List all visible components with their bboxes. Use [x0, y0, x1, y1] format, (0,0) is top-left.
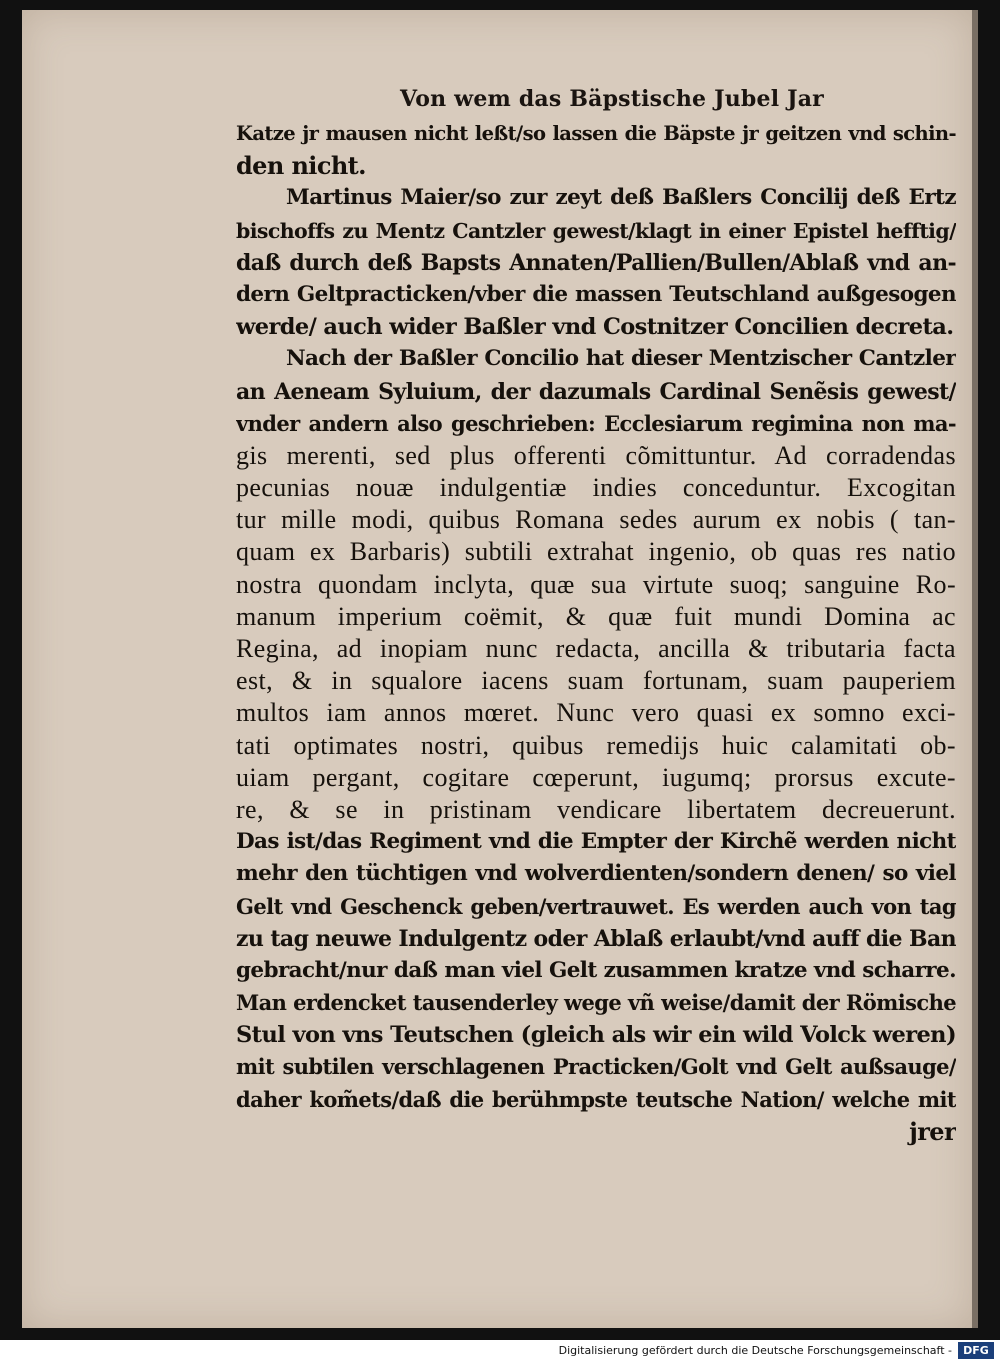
- footer-credit: Digitalisierung gefördert durch die Deutsche Forschungsgemeinschaft -: [558, 1344, 952, 1357]
- text-line: Man erdencket tausenderley wege vñ weise/damit der Römische: [236, 990, 956, 1016]
- text-line: tati optimates nostri, quibus remedijs huic calamitati ob-: [236, 730, 956, 760]
- text-line: manum imperium coëmit, & quæ fuit mundi Domina ac: [236, 601, 956, 631]
- text-line: Das ist/das Regiment vnd die Empter der Kirchẽ werden nicht: [236, 829, 956, 855]
- text-line: gis merenti, sed plus offerenti cõmittuntur. Ad corradendas: [236, 440, 956, 470]
- text-line: zu tag neuwe Indulgentz oder Ablaß erlaubt/vnd auff die Ban: [236, 925, 956, 952]
- text-line: pecunias nouæ indulgentiæ indies conceduntur. Excogitan: [236, 473, 956, 503]
- text-line: werde/ auch wider Baßler vnd Costnitzer Concilien decreta.: [236, 314, 954, 341]
- text-line: tur mille modi, quibus Romana sedes aurum ex nobis ( tan-: [236, 505, 956, 535]
- text-line: daher kom̃ets/daß die berühmpste teutsche Nation/ welche mit: [236, 1086, 956, 1112]
- text-line: re, & se in pristinam vendicare libertatem decreuerunt.: [236, 794, 956, 824]
- text-line: multos iam annos mœret. Nunc vero quasi ex somno exci-: [236, 698, 956, 728]
- text-line: den nicht.: [236, 151, 366, 181]
- text-line: bischoffs zu Mentz Cantzler gewest/klagt in einer Epistel hefftig/: [236, 218, 956, 243]
- text-line: Stul von vns Teutschen (gleich als wir ein wild Volck weren): [236, 1022, 956, 1049]
- text-line: est, & in squalore iacens suam fortunam, suam pauperiem: [236, 666, 956, 696]
- text-line: Martinus Maier/so zur zeyt deß Baßlers Concilij deß Ertz: [286, 185, 956, 211]
- text-line: Katze jr mausen nicht leßt/so lassen die Bäpste jr geitzen vnd schin-: [236, 122, 956, 145]
- text-line: Gelt vnd Geschenck geben/vertrauwet. Es werden auch von tag: [236, 893, 956, 919]
- text-line: dern Geltpracticken/vber die massen Teutschland außgesogen: [236, 281, 956, 307]
- dfg-logo: DFG: [958, 1342, 994, 1359]
- text-line: mehr den tüchtigen vnd wolverdienten/sondern denen/ so viel: [236, 861, 956, 887]
- text-line: gebracht/nur daß man viel Gelt zusammen kratze vnd scharre.: [236, 957, 956, 983]
- text-line: uiam pergant, cogitare cœperunt, iugumq; prorsus excute-: [236, 762, 956, 792]
- text-block: [236, 118, 956, 1148]
- running-head: Von wem das Bäpstische Jubel Jar: [400, 86, 824, 112]
- text-line: Regina, ad inopiam nunc redacta, ancilla & tributaria facta: [236, 634, 956, 663]
- text-line: daß durch deß Bapsts Annaten/Pallien/Bullen/Ablaß vnd an-: [236, 249, 956, 276]
- text-line: mit subtilen verschlagenen Practicken/Golt vnd Gelt außsauge/: [236, 1054, 956, 1080]
- text-line: Nach der Baßler Concilio hat dieser Mentzischer Cantzler: [286, 346, 956, 372]
- page-edge: [972, 10, 978, 1328]
- text-line: nostra quondam inclyta, quæ sua virtute suoq; sanguine Ro-: [236, 569, 956, 599]
- text-line: jrer: [909, 1116, 956, 1146]
- text-line: vnder andern also geschrieben: Ecclesiarum regimina non ma-: [236, 410, 956, 436]
- text-line: an Aeneam Syluium, der dazumals Cardinal Senẽsis gewest/: [236, 378, 956, 405]
- text-line: quam ex Barbaris) subtili extrahat ingenio, ob quas res natio: [236, 537, 956, 567]
